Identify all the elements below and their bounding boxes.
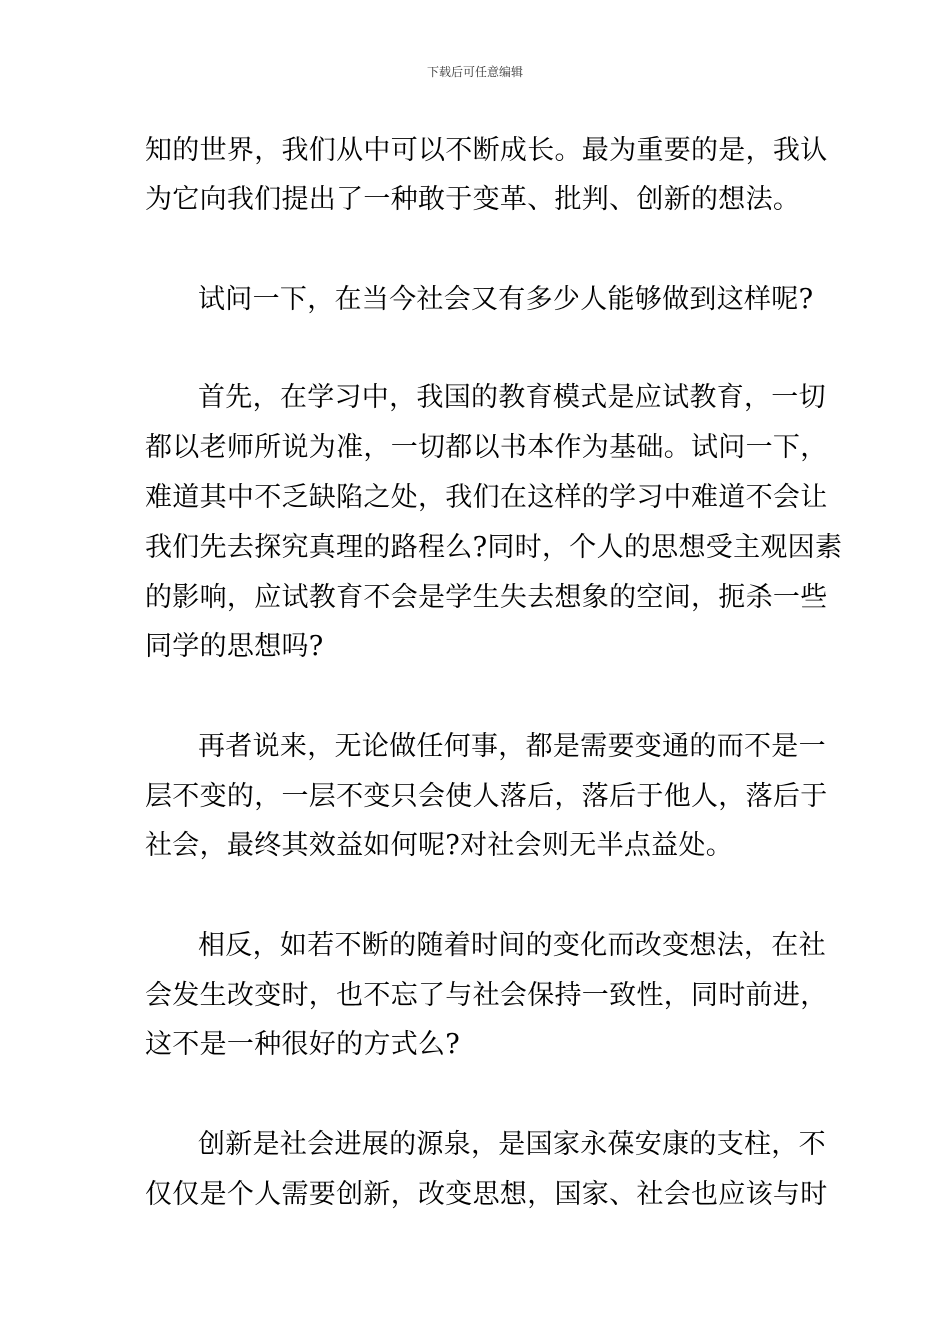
paragraph-5-line-2: 会发生改变时，也不忘了与社会保持一致性，同时前进， — [145, 980, 828, 1011]
paragraph-4-line-2: 层不变的，一层不变只会使人落后，落后于他人，落后于 — [145, 781, 828, 812]
paragraph-5-line-1: 相反，如若不断的随着时间的变化而改变想法，在社 — [198, 930, 826, 961]
paragraph-6-line-1: 创新是社会进展的源泉，是国家永葆安康的支柱，不 — [198, 1129, 826, 1160]
paragraph-3-line-6: 同学的思想吗? — [145, 631, 324, 662]
paragraph-4-line-3: 社会，最终其效益如何呢?对社会则无半点益处。 — [145, 830, 734, 861]
paragraph-3-line-3: 难道其中不乏缺陷之处，我们在这样的学习中难道不会让 — [145, 482, 828, 513]
paragraph-2-line-1: 试问一下，在当今社会又有多少人能够做到这样呢? — [198, 284, 814, 315]
paragraph-5-line-3: 这不是一种很好的方式么? — [145, 1029, 461, 1060]
paragraph-1-line-1: 知的世界，我们从中可以不断成长。最为重要的是，我认 — [145, 135, 828, 166]
paragraph-6-line-2: 仅仅是个人需要创新，改变思想，国家、社会也应该与时 — [145, 1179, 828, 1210]
paragraph-3-line-5: 的影响，应试教育不会是学生失去想象的空间，扼杀一些 — [145, 582, 828, 613]
paragraph-1-line-2: 为它向我们提出了一种敢于变革、批判、创新的想法。 — [145, 184, 801, 215]
paragraph-3-line-4: 我们先去探究真理的路程么?同时，个人的思想受主观因素 — [145, 532, 843, 563]
paragraph-3-line-1: 首先，在学习中，我国的教育模式是应试教育，一切 — [198, 382, 826, 413]
page-header: 下载后可任意编辑 — [426, 65, 523, 79]
paragraph-4-line-1: 再者说来，无论做任何事，都是需要变通的而不是一 — [198, 731, 826, 762]
paragraph-3-line-2: 都以老师所说为准，一切都以书本作为基础。试问一下， — [145, 432, 828, 463]
